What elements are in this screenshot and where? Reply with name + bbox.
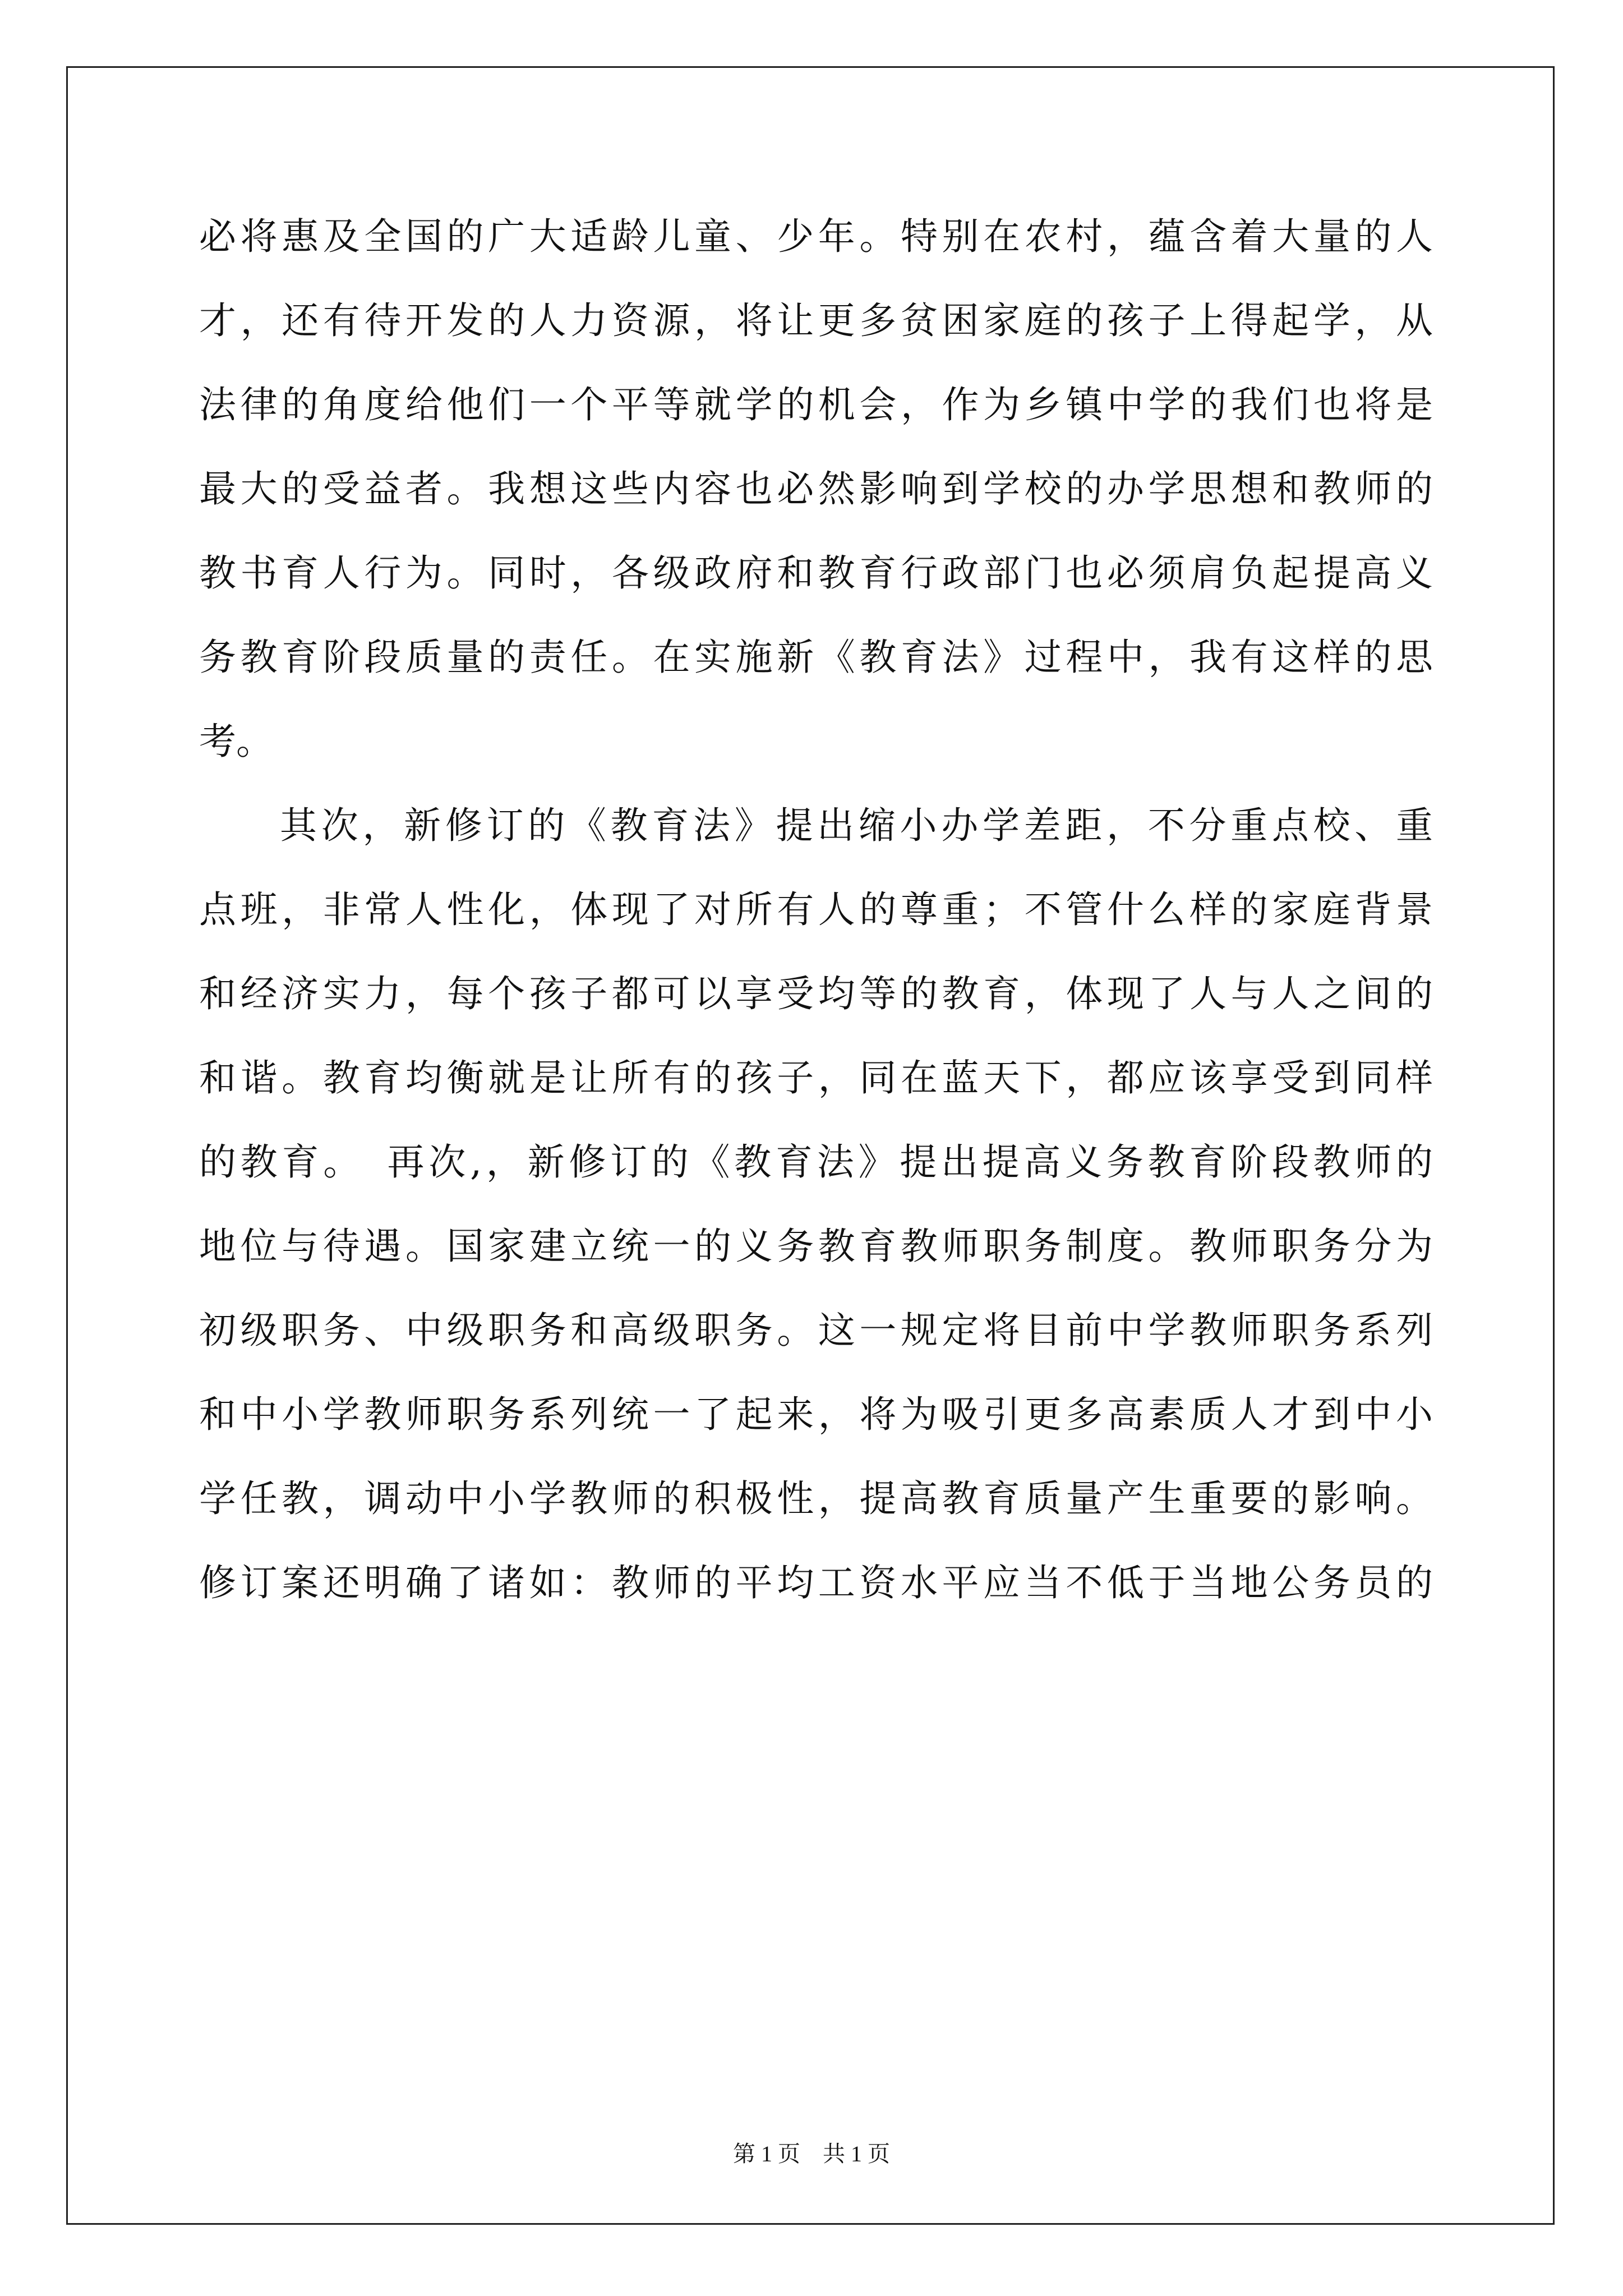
body-line-3: 法律的角度给他们一个平等就学的机会，作为乡镇中学的我们也将是 bbox=[199, 383, 1433, 426]
body-line-14: 初级职务、中级职务和高级职务。这一规定将目前中学教师职务系列 bbox=[199, 1309, 1433, 1352]
body-line-11: 和谐。教育均衡就是让所有的孩子，同在蓝天下，都应该享受到同样 bbox=[199, 1056, 1433, 1099]
body-line-10: 和经济实力，每个孩子都可以享受均等的教育，体现了人与人之间的 bbox=[199, 972, 1433, 1015]
body-line-17: 修订案还明确了诸如：教师的平均工资水平应当不低于当地公务员的 bbox=[199, 1561, 1433, 1604]
body-line-13: 地位与待遇。国家建立统一的义务教育教师职务制度。教师职务分为 bbox=[199, 1225, 1433, 1268]
body-line-4: 最大的受益者。我想这些内容也必然影响到学校的办学思想和教师的 bbox=[199, 467, 1433, 510]
body-line-7: 考。 bbox=[199, 720, 273, 763]
body-line-5: 教书育人行为。同时，各级政府和教育行政部门也必须肩负起提高义 bbox=[199, 551, 1433, 595]
body-line-6: 务教育阶段质量的责任。在实施新《教育法》过程中，我有这样的思 bbox=[199, 636, 1433, 679]
body-line-9: 点班，非常人性化，体现了对所有人的尊重；不管什么样的家庭背景 bbox=[199, 888, 1433, 931]
page-number-footer: 第 1 页 共 1 页 bbox=[733, 2141, 890, 2166]
body-line-1: 必将惠及全国的广大适龄儿童、少年。特别在农村，蕴含着大量的人 bbox=[199, 215, 1433, 258]
body-line-12: 的教育。 再次,，新修订的《教育法》提出提高义务教育阶段教师的 bbox=[199, 1140, 1433, 1184]
body-line-2: 才，还有待开发的人力资源，将让更多贫困家庭的孩子上得起学，从 bbox=[199, 299, 1433, 342]
body-line-15: 和中小学教师职务系列统一了起来，将为吸引更多高素质人才到中小 bbox=[199, 1393, 1433, 1436]
body-line-16: 学任教，调动中小学教师的积极性，提高教育质量产生重要的影响。 bbox=[199, 1477, 1433, 1520]
body-line-8: 其次，新修订的《教育法》提出缩小办学差距，不分重点校、重 bbox=[280, 804, 1433, 847]
